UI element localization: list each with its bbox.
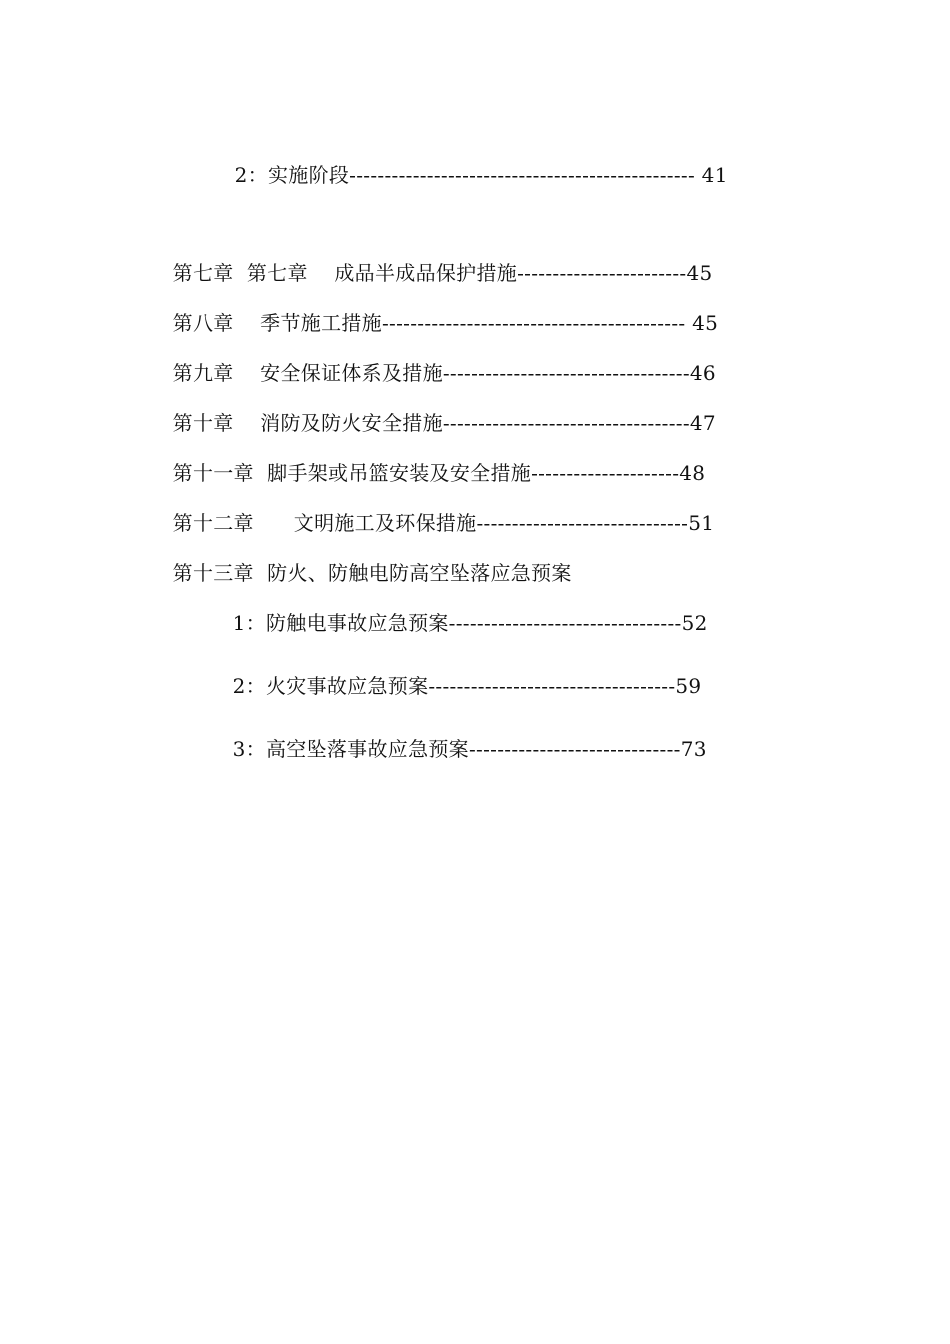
toc-entry-title: 第十三章 防火、防触电防高空坠落应急预案	[172, 561, 572, 585]
toc-entry-leader: -----------------------------------	[442, 361, 690, 385]
toc-entry-page: 51	[688, 511, 715, 535]
toc-entry-title: 2：实施阶段	[234, 163, 350, 187]
toc-entry-leader: ---------------------	[531, 461, 680, 485]
toc-entry-page: 45	[685, 311, 719, 335]
toc-entry-leader: -------------------------------------------	[381, 311, 686, 335]
toc-entry-title: 第十二章 文明施工及环保措施	[172, 511, 477, 535]
toc-entry-page: 46	[689, 361, 716, 385]
toc-entry-leader: ------------------------------	[476, 511, 689, 535]
toc-entry-leader: -----------------------------------	[442, 411, 690, 435]
toc-entry-title: 第十章 消防及防火安全措施	[172, 411, 443, 435]
toc-entry-page: 45	[686, 261, 713, 285]
toc-entry-page: 48	[679, 461, 706, 485]
toc-entry-title: 第八章 季节施工措施	[172, 311, 382, 335]
toc-entry-fall-accident-plan	[206, 713, 707, 785]
toc-entry-title: 1：防触电事故应急预案	[232, 611, 449, 635]
toc-entry-page: 52	[681, 611, 708, 635]
toc-entry-page: 73	[680, 737, 707, 761]
toc-entry-leader: ------------------------------	[468, 737, 681, 761]
toc-entry-title: 2：火灾事故应急预案	[232, 674, 429, 698]
toc-entry-title: 3：高空坠落事故应急预案	[232, 737, 469, 761]
toc-entry-electric-shock-plan	[206, 587, 708, 659]
toc-entry-leader: -------------------------------------------------	[349, 163, 696, 187]
toc-entry-implementation-stage	[208, 139, 728, 211]
toc-entry-page: 41	[695, 163, 728, 187]
toc-entry-leader: -----------------------------------	[428, 674, 676, 698]
toc-entry-page: 47	[689, 411, 716, 435]
toc-entry-page: 59	[675, 674, 702, 698]
toc-entry-title: 第七章 第七章 成品半成品保护措施	[172, 261, 518, 285]
toc-entry-title: 第九章 安全保证体系及措施	[172, 361, 443, 385]
toc-entry-leader: ------------------------	[517, 261, 687, 285]
toc-entry-title: 第十一章 脚手架或吊篮安装及安全措施	[172, 461, 532, 485]
toc-entry-fire-accident-plan	[206, 650, 701, 722]
toc-entry-leader: ---------------------------------	[448, 611, 682, 635]
